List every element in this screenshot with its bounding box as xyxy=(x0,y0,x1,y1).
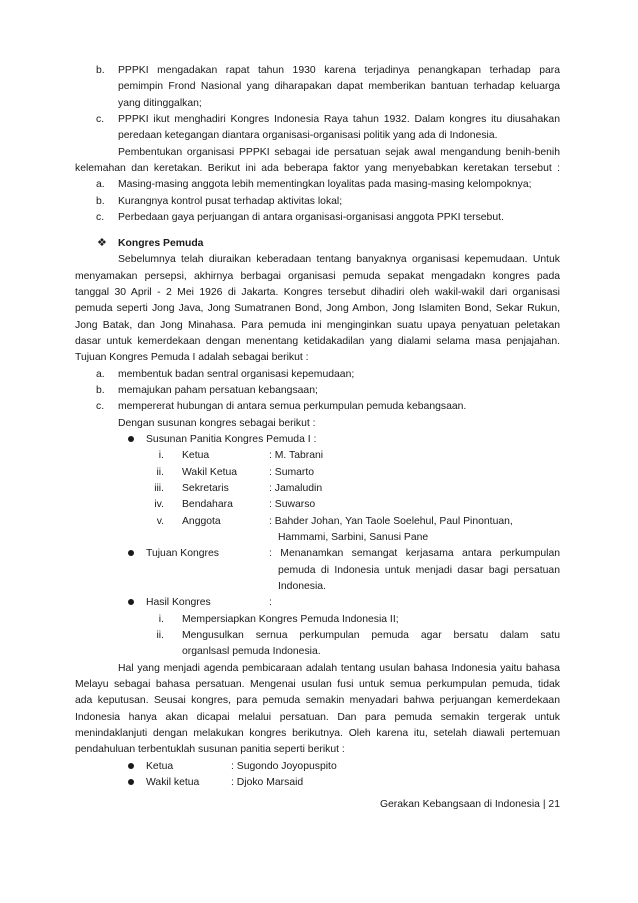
list-marker: c. xyxy=(96,114,105,126)
roman-numeral: iii. xyxy=(154,482,164,494)
paragraph-line: Pembentukan organisasi PPPKI sebagai ide persatuan sejak awal mengandung benih-benih xyxy=(118,146,560,158)
panitia-role: Anggota xyxy=(182,515,221,527)
list-item-text: Kurangnya kontrol pusat terhadap aktivitas lokal; xyxy=(118,195,343,207)
panitia-role: Bendahara xyxy=(182,499,233,511)
panitia-name: : Suwarso xyxy=(269,499,316,511)
panitia-name: Hammami, Sarbini, Sanusi Pane xyxy=(278,531,429,543)
panitia-name: : Sumarto xyxy=(269,466,315,478)
paragraph-line: Sebelumnya telah diuraikan keberadaan tentang banyaknya organisasi kepemudaan. Untuk xyxy=(118,254,560,266)
panitia-name: : Bahder Johan, Yan Taole Soelehul, Paul Pinontuan, xyxy=(269,515,513,527)
bullet-dot-icon xyxy=(128,550,134,556)
panitia2-name: : Djoko Marsaid xyxy=(231,777,304,789)
bullet-dot-icon xyxy=(128,763,134,769)
roman-numeral: i. xyxy=(158,613,164,625)
susunan-intro: Dengan susunan kongres sebagai berikut : xyxy=(118,417,316,429)
panitia2-role: Ketua xyxy=(146,760,174,772)
list-marker: c. xyxy=(96,212,105,224)
paragraph-line: Indonesia hanya akan dicapai melalui persatuan. Dan para pemuda semakin tergerak untuk xyxy=(75,711,560,723)
tujuan-kongres-text: : Menanamkan semangat kerjasama antara perkumpulan xyxy=(269,548,560,560)
list-item-text: Perbedaan gaya perjuangan di antara organisasi-organisasi anggota PPKI tersebut. xyxy=(118,212,504,224)
paragraph-line: Melayu sebagai bahasa persatuan. Mengenai usulan fusi untuk semua perkumpulan pemuda, tidak xyxy=(75,679,560,691)
panitia-role: Sekretaris xyxy=(182,482,229,494)
list-marker: c. xyxy=(96,401,105,413)
hasil-text: organlsasl pemuda Indonesia. xyxy=(182,646,321,658)
tujuan-kongres-label: Tujuan Kongres xyxy=(146,548,219,560)
list-item-text: membentuk badan sentral organisasi kepemudaan; xyxy=(118,368,355,380)
paragraph-line: Hal yang menjadi agenda pembicaraan adalah tentang usulan bahasa Indonesia yaitu bahasa xyxy=(118,662,560,674)
list-marker: a. xyxy=(96,368,105,380)
list-item-text: peredaan ketegangan diantara organisasi-organisasi politik yang ada di Indonesia. xyxy=(118,130,498,142)
panitia-role: Wakil Ketua xyxy=(182,466,238,478)
list-item-text: PPPKI mengadakan rapat tahun 1930 karena terjadinya penangkapan terhadap para xyxy=(118,65,560,76)
list-marker: b. xyxy=(96,384,105,396)
panitia2-role: Wakil ketua xyxy=(146,777,200,789)
panitia-role: Ketua xyxy=(182,450,210,462)
list-item-text: memajukan paham persatuan kebangsaan; xyxy=(118,384,318,396)
paragraph-line: pemuda seperti Jong Java, Jong Sumatranen Bond, Jong Ambon, Jong Islamiten Bond, Sekar Rukun, xyxy=(75,303,560,315)
panitia2-name: : Sugondo Joyopuspito xyxy=(231,760,337,772)
bullet-dot-icon xyxy=(128,436,134,442)
list-item-text: yang ditinggalkan; xyxy=(118,97,202,109)
tujuan-kongres-text: Indonesia. xyxy=(278,581,326,592)
list-marker: b. xyxy=(96,65,105,76)
panitia-name: : M. Tabrani xyxy=(269,450,324,462)
bullet-dot-icon xyxy=(128,599,134,605)
paragraph-line: kelemahan dan keretakan. Berikut ini ada beberapa faktor yang menyebabkan keretakan tersebut : xyxy=(75,163,560,175)
list-marker: b. xyxy=(96,195,105,207)
paragraph-line: Tujuan Kongres Pemuda I adalah sebagai berikut : xyxy=(75,352,309,364)
roman-numeral: ii. xyxy=(156,630,164,642)
list-item-text: PPPKI ikut menghadiri Kongres Indonesia Raya tahun 1932. Dalam kongres itu diusahakan xyxy=(118,114,560,126)
panitia-label: Susunan Panitia Kongres Pemuda I : xyxy=(146,433,317,445)
roman-numeral: i. xyxy=(158,450,164,462)
hasil-label: Hasil Kongres xyxy=(146,597,211,609)
page-footer: Gerakan Kebangsaan di Indonesia | 21 xyxy=(379,799,560,811)
list-item-text: pemimpin Frond Nasional yang diharapakan dapat memberikan bantuan terhadap keluarga xyxy=(118,81,560,93)
paragraph-line: pendahuluan terbentuklah susunan panitia seperti berikut : xyxy=(75,744,345,756)
paragraph-line: tanggal 30 April - 2 Mei 1926 di Jakarta. Kongres tersebut dihadiri oleh wakil-wakil dari organisasi xyxy=(75,286,560,298)
roman-numeral: ii. xyxy=(156,466,164,478)
tujuan-kongres-text: pemuda di Indonesia untuk menjadi dasar bagi persatuan xyxy=(278,564,560,576)
paragraph-line: Jong Batak, dan Jong Minahasa. Para pemuda ini menginginkan suatu upaya penyatuan peletakan xyxy=(75,319,560,331)
list-marker: a. xyxy=(96,179,105,191)
diamond-bullet-icon: ❖ xyxy=(97,236,107,249)
hasil-text: Mengusulkan sernua perkumpulan pemuda agar bersatu dalam satu xyxy=(182,630,560,642)
paragraph-line: dasar untuk kemerdekaan dengan menentang ketidakadilan yang dialami selama masa penjajahan. xyxy=(75,335,560,347)
paragraph-line: ada keputusan. Seusai kongres, para pemuda semakin menyadari bahwa perjuangan kemerdekaan xyxy=(75,695,560,707)
paragraph-line: menindaklanjuti dengan melakukan kongres berikutnya. Oleh karena itu, setelah diawali pertemuan xyxy=(75,728,560,740)
hasil-text: Mempersiapkan Kongres Pemuda Indonesia II; xyxy=(182,613,399,625)
roman-numeral: iv. xyxy=(154,499,164,511)
hasil-colon: : xyxy=(269,597,272,609)
paragraph-line: menyamakan persepsi, akhirnya berbagai organisasi pemuda sepakat mengadakn kongres pada xyxy=(75,270,560,282)
bullet-dot-icon xyxy=(128,779,134,785)
panitia-name: : Jamaludin xyxy=(269,482,323,494)
section-heading: Kongres Pemuda xyxy=(118,237,204,249)
roman-numeral: v. xyxy=(156,515,164,527)
list-item-text: Masing-masing anggota lebih mementingkan loyalitas pada masing-masing kelompoknya; xyxy=(118,179,532,191)
list-item-text: mempererat hubungan di antara semua perkumpulan pemuda kebangsaan. xyxy=(118,401,467,413)
